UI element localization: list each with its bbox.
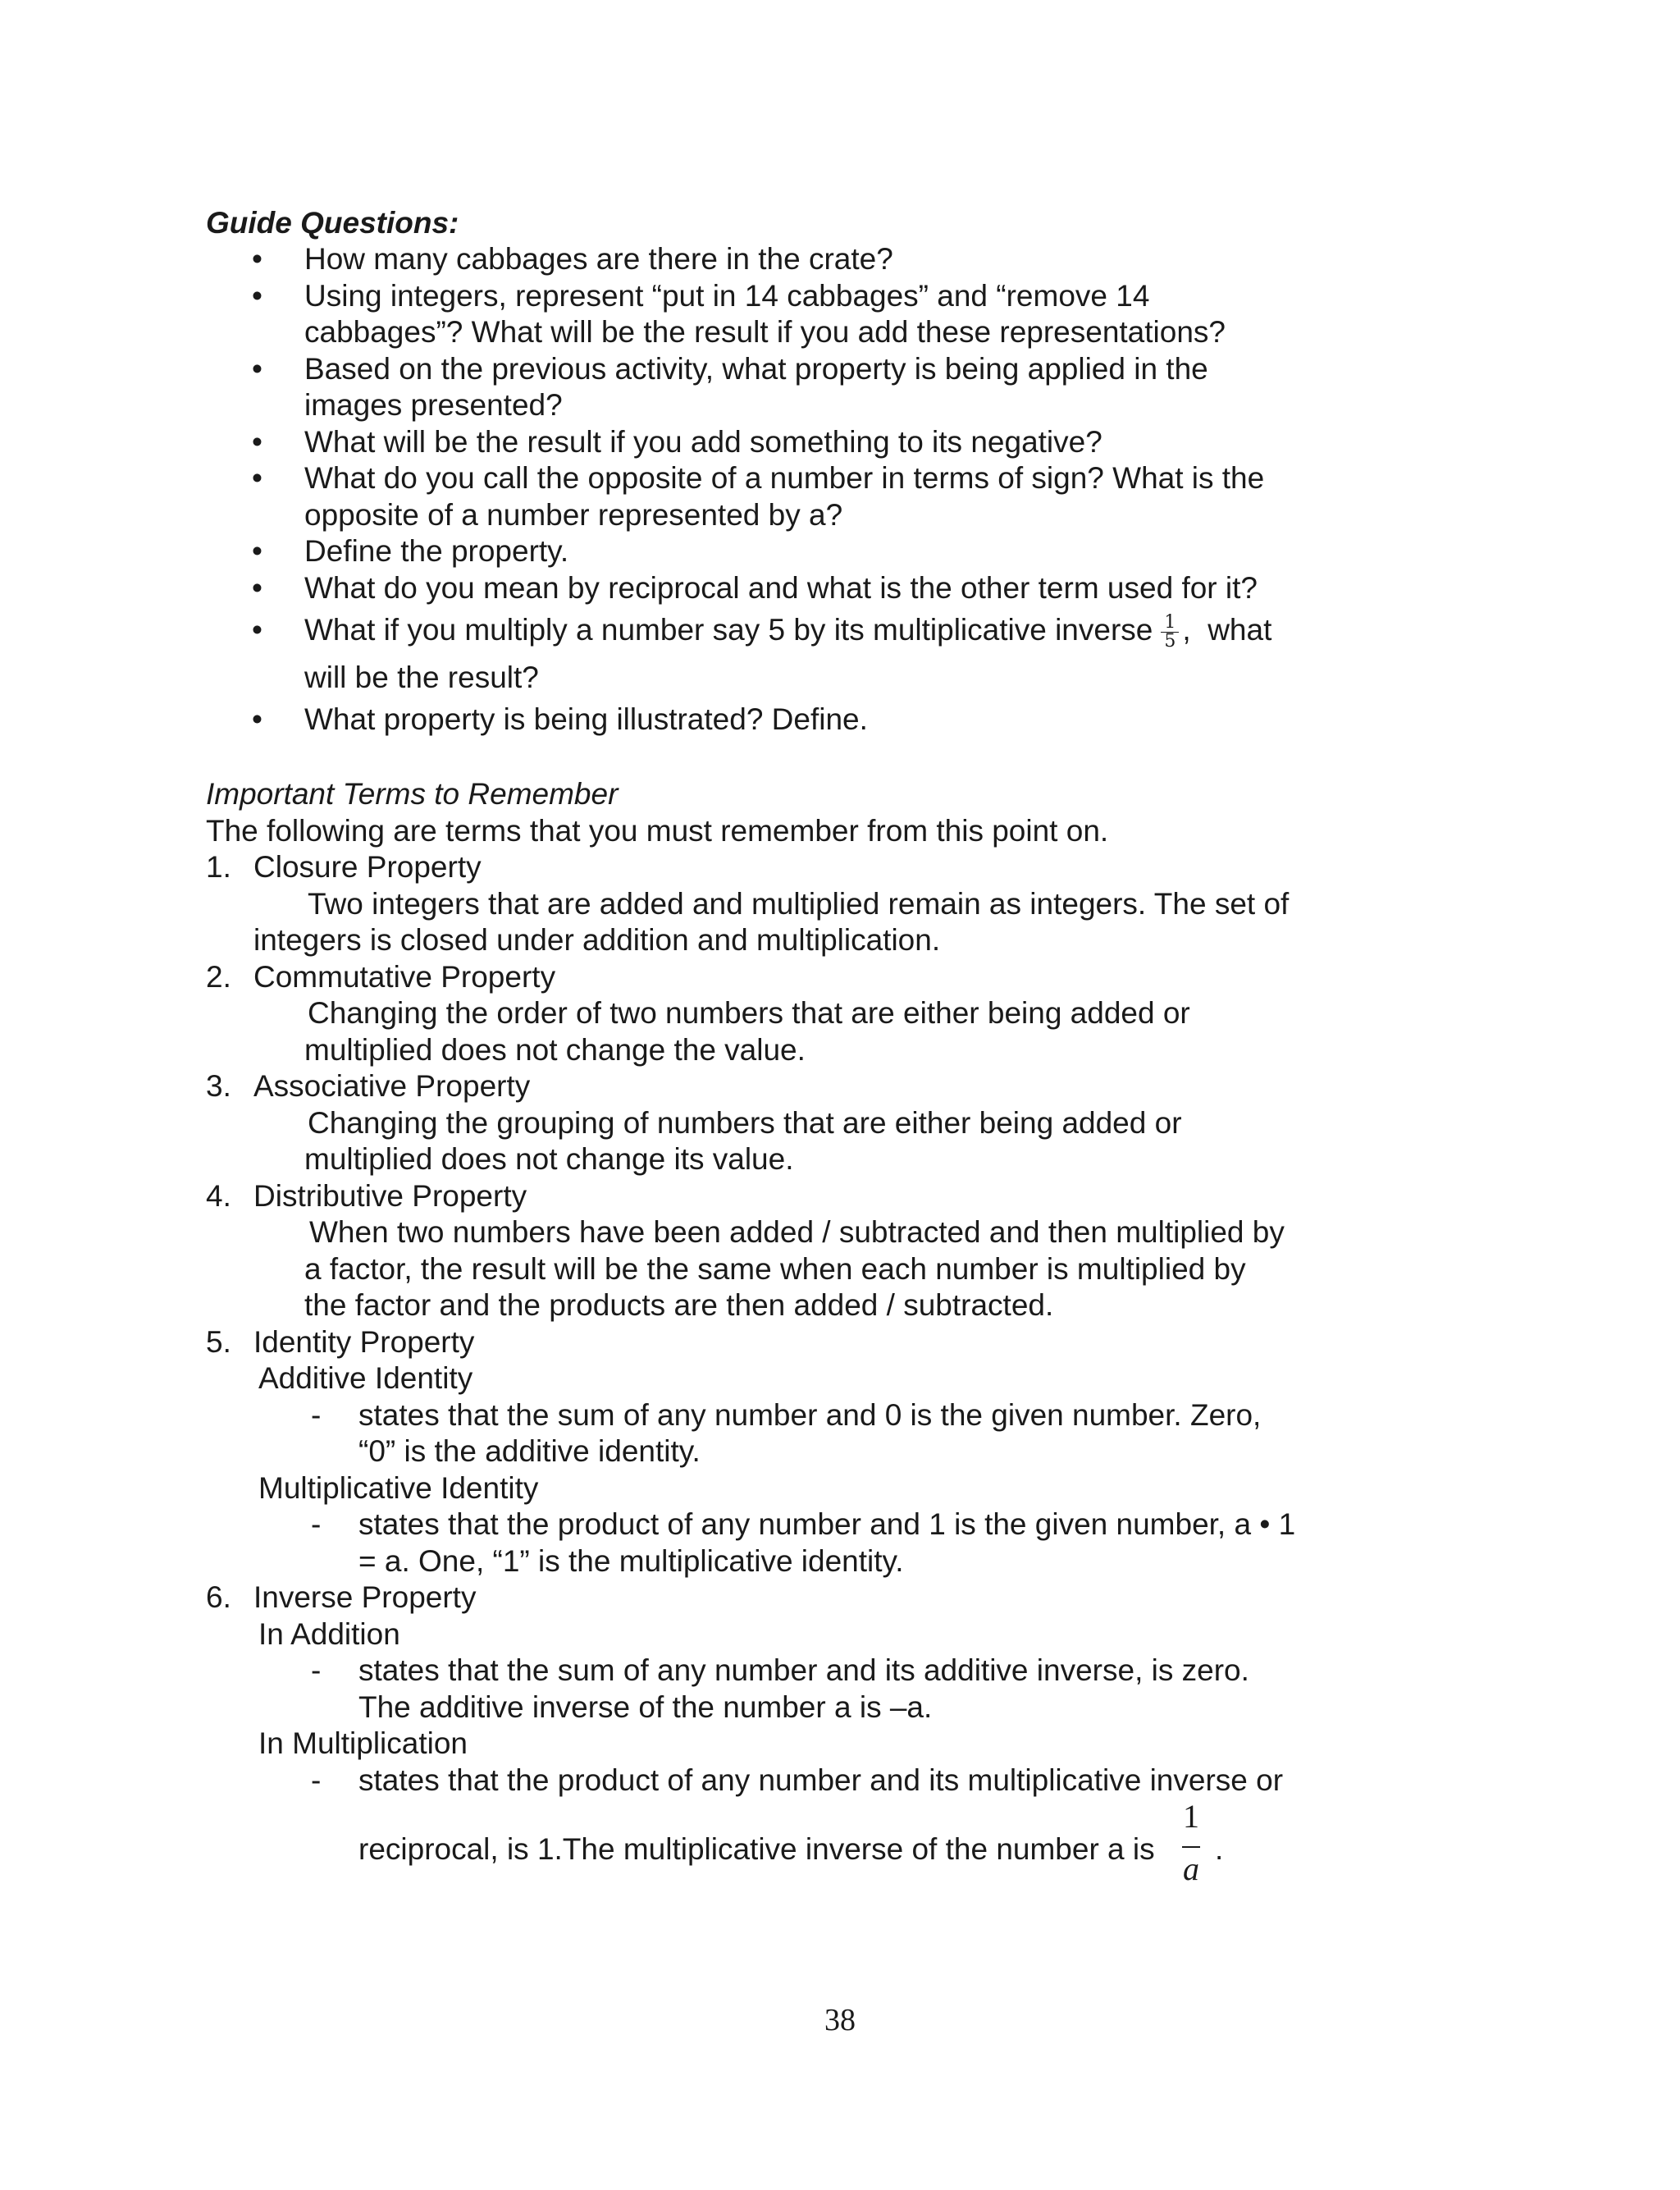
- definition-item: [206, 1506, 1371, 1580]
- term-definition-line: Changing the order of two numbers that are either being added or: [308, 996, 1190, 1030]
- term-closure-property: [206, 849, 1371, 959]
- term-commutative-property: [206, 959, 1371, 1069]
- subheading-additive-identity: Additive Identity: [258, 1361, 473, 1395]
- list-item: [206, 702, 1354, 738]
- important-terms-heading: Important Terms to Remember: [206, 777, 619, 811]
- definition-text: states that the sum of any number and its additive inverse, is zero.: [358, 1653, 1249, 1687]
- subheading-in-multiplication: In Multiplication: [258, 1726, 468, 1760]
- term-definition-line: integers is closed under addition and multiplication.: [253, 923, 941, 957]
- term-number: 1.: [206, 850, 231, 884]
- fraction-numerator: 1: [1183, 1798, 1199, 1835]
- fraction-denominator: a: [1183, 1850, 1199, 1887]
- bullet-icon: •: [252, 461, 262, 495]
- term-number: 2.: [206, 959, 231, 994]
- fraction-suffix: .: [1215, 1832, 1224, 1866]
- question-text-continued: images presented?: [304, 388, 563, 422]
- question-text: Based on the previous activity, what property is being applied in the: [304, 351, 1208, 386]
- important-terms-section: [206, 776, 1371, 1897]
- fraction-bar: [1182, 1846, 1200, 1848]
- term-definition-line: Two integers that are added and multiplied remain as integers. The set of: [308, 886, 1290, 921]
- definition-text: states that the product of any number and its multiplicative inverse or: [358, 1763, 1284, 1797]
- term-definition-line: When two numbers have been added / subtracted and then multiplied by: [309, 1215, 1285, 1249]
- list-item: [206, 570, 1354, 607]
- list-item: [206, 241, 1354, 278]
- bullet-icon: •: [252, 613, 262, 647]
- term-associative-property: [206, 1068, 1371, 1178]
- definition-text: states that the product of any number and 1 is the given number, a • 1: [358, 1507, 1296, 1541]
- definition-text-continued: = a. One, “1” is the multiplicative identity.: [358, 1543, 904, 1578]
- question-text: What if you multiply a number say 5 by its multiplicative inverse: [304, 613, 1153, 647]
- term-number: 4.: [206, 1178, 231, 1213]
- term-title-row: [206, 1324, 1371, 1361]
- bullet-icon: •: [252, 534, 262, 568]
- bullet-icon: •: [252, 702, 262, 736]
- definition-text: states that the sum of any number and 0 is the given number. Zero,: [358, 1397, 1262, 1432]
- definition-text-continued: reciprocal, is 1.The multiplicative inverse of the number a is: [358, 1832, 1155, 1866]
- term-inverse-property: [206, 1580, 1371, 1897]
- dash-marker: -: [311, 1653, 322, 1687]
- term-title-row: [206, 849, 1371, 886]
- bullet-icon: •: [252, 424, 262, 459]
- important-terms-intro: The following are terms that you must remember from this point on.: [206, 813, 1109, 848]
- definition-item: [206, 1653, 1371, 1726]
- bullet-icon: •: [252, 278, 262, 313]
- question-text: Using integers, represent “put in 14 cabbages” and “remove 14: [304, 278, 1150, 313]
- term-title: Commutative Property: [253, 959, 556, 994]
- list-item: [206, 351, 1354, 424]
- term-definition-line: multiplied does not change the value.: [304, 1032, 806, 1067]
- definition-item: [206, 1763, 1371, 1799]
- list-item: [206, 606, 1354, 702]
- term-identity-property: [206, 1324, 1371, 1580]
- fraction-denominator: 5: [1164, 630, 1176, 652]
- reciprocal-line: [206, 1799, 1371, 1897]
- term-distributive-property: [206, 1178, 1371, 1324]
- term-definition-line: the factor and the products are then added / subtracted.: [304, 1288, 1054, 1322]
- term-definition-line: Changing the grouping of numbers that are either being added or: [308, 1105, 1182, 1140]
- question-text-continued: cabbages”? What will be the result if you add these representations?: [304, 315, 1226, 349]
- term-title: Closure Property: [253, 850, 482, 884]
- list-item: [206, 460, 1354, 533]
- question-text-continued: opposite of a number represented by a?: [304, 497, 843, 532]
- bullet-icon: •: [252, 570, 262, 605]
- dash-marker: -: [311, 1397, 322, 1432]
- list-item: [206, 533, 1354, 570]
- guide-questions-title: Guide Questions:: [206, 206, 459, 240]
- question-text-continued: will be the result?: [304, 661, 539, 694]
- question-text: What do you mean by reciprocal and what is the other term used for it?: [304, 570, 1258, 605]
- term-number: 3.: [206, 1069, 231, 1103]
- question-text-tail: what: [1208, 613, 1272, 647]
- guide-questions-section: [206, 205, 1354, 738]
- term-title-row: [206, 1068, 1371, 1105]
- question-text: What property is being illustrated? Define.: [304, 702, 868, 736]
- term-definition-line: a factor, the result will be the same when each number is multiplied by: [304, 1251, 1246, 1286]
- question-text: What do you call the opposite of a number in terms of sign? What is the: [304, 461, 1265, 495]
- question-text: How many cabbages are there in the crate?: [304, 242, 893, 276]
- page-number: 38: [824, 2003, 856, 2037]
- term-title-row: [206, 959, 1371, 996]
- subheading-in-addition: In Addition: [258, 1616, 400, 1651]
- fraction-numerator: 1: [1161, 614, 1179, 633]
- fraction-suffix: ,: [1182, 613, 1191, 647]
- term-title-row: [206, 1178, 1371, 1215]
- term-number: 6.: [206, 1580, 231, 1614]
- question-text: Define the property.: [304, 534, 569, 568]
- definition-text-continued: The additive inverse of the number a is –a.: [358, 1689, 933, 1724]
- bullet-icon: •: [252, 242, 262, 276]
- term-number: 5.: [206, 1324, 231, 1359]
- term-definition-line: multiplied does not change its value.: [304, 1142, 794, 1176]
- bullet-icon: •: [252, 351, 262, 386]
- definition-text-continued: “0” is the additive identity.: [358, 1434, 701, 1468]
- term-title: Associative Property: [253, 1069, 531, 1103]
- question-text: What will be the result if you add something to its negative?: [304, 424, 1102, 459]
- term-title: Identity Property: [253, 1324, 475, 1359]
- definition-item: [206, 1397, 1371, 1470]
- dash-marker: -: [311, 1507, 322, 1541]
- fraction-one-fifth: [1161, 611, 1179, 652]
- subheading-multiplicative-identity: Multiplicative Identity: [258, 1470, 539, 1505]
- dash-marker: -: [311, 1763, 322, 1797]
- list-item: [206, 424, 1354, 461]
- guide-questions-list: [206, 241, 1354, 738]
- term-title: Distributive Property: [253, 1178, 527, 1213]
- term-title-row: [206, 1580, 1371, 1616]
- term-title: Inverse Property: [253, 1580, 477, 1614]
- list-item: [206, 278, 1354, 351]
